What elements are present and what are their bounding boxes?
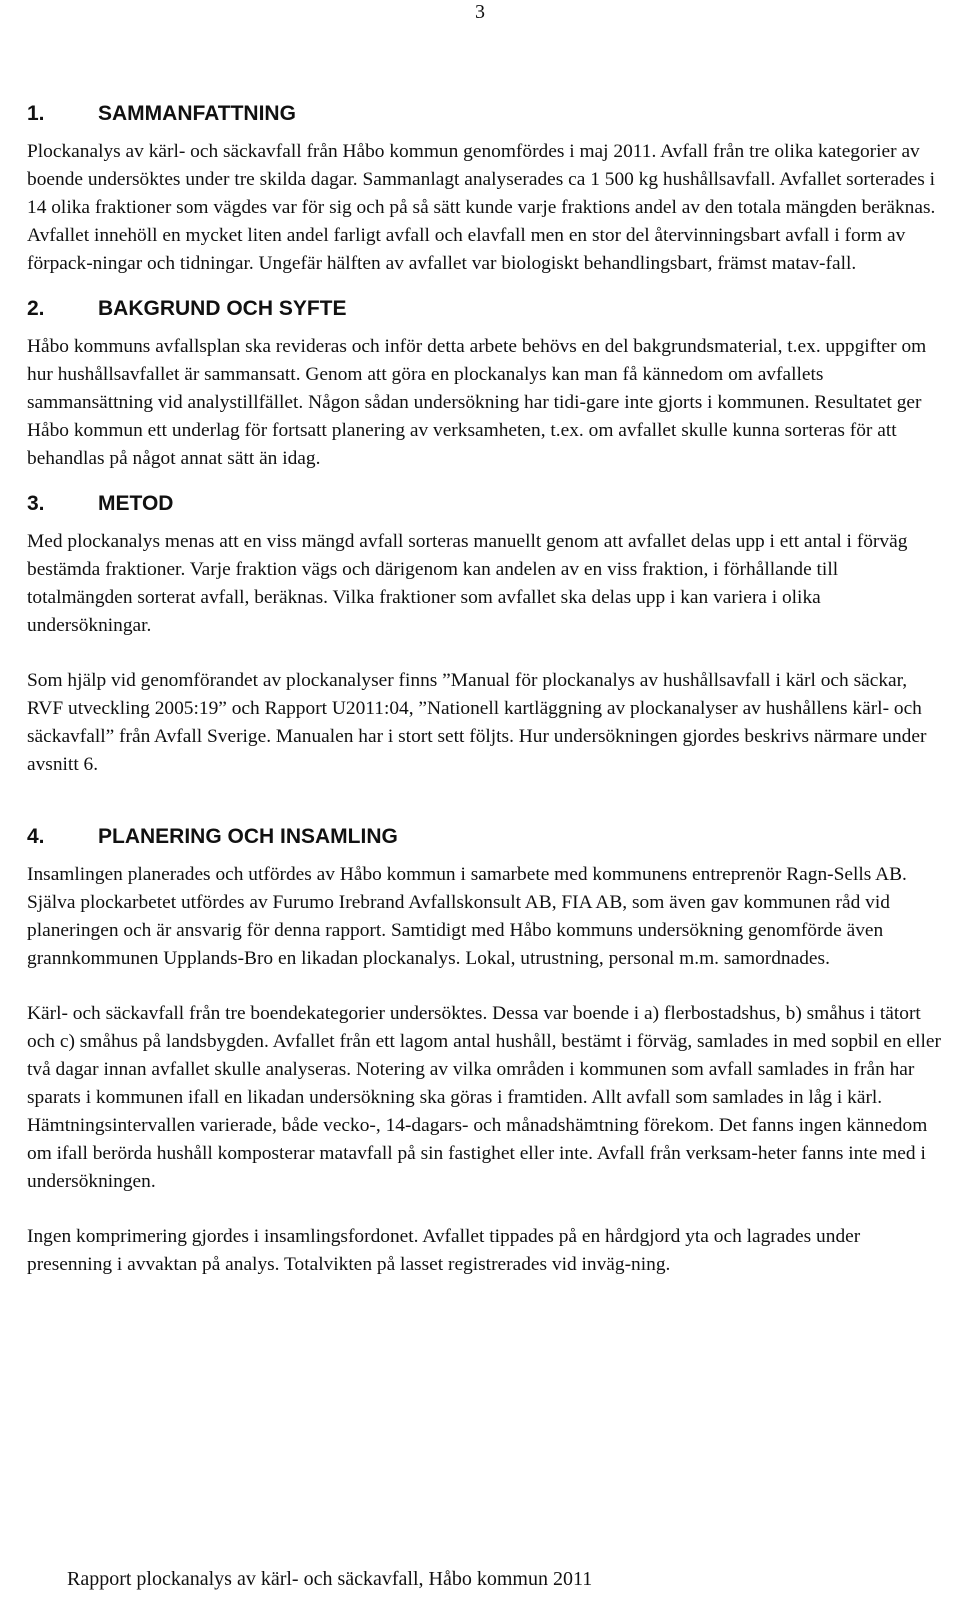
section-heading <box>27 295 947 323</box>
section-heading <box>27 823 947 851</box>
section-number: 3. <box>27 492 45 515</box>
section-title: METOD <box>98 492 174 515</box>
paragraph: Med plockanalys menas att en viss mängd avfall sorteras manuellt genom att avfallet delas upp i ett antal i förväg bestämda fraktioner. Varje fraktion vägs och därigenom kan andelen av en viss fraktion, i förhållande till totalmängden sorterat avfall, beräknas. Vilka fraktioner som avfallet ska delas upp i kan variera i olika undersökningar. <box>27 531 908 636</box>
paragraph: Plockanalys av kärl- och säckavfall från Håbo kommun genomfördes i maj 2011. Avfall från tre olika kategorier av boende undersöktes under tre skilda dagar. Sammanlagt analyserades ca 1 500 kg hushållsavfall. Avfallet sorterades i 14 olika fraktioner som vägdes var för sig och på så sätt kunde varje fraktions andel av den totala mängden beräknas. Avfallet innehöll en mycket liten andel farligt avfall och elavfall men en stor del återvinningsbart avfall i form av förpack-ningar och tidningar. Ungefär hälften av avfallet var biologiskt behandlingsbart, främst matav-fall. <box>27 141 936 274</box>
section-number: 4. <box>27 825 45 848</box>
paragraph: Kärl- och säckavfall från tre boendekategorier undersöktes. Dessa var boende i a) flerbostadshus, b) småhus i tätort och c) småhus på landsbygden. Avfallet från ett lagom antal hushåll, bestämt i förväg, samlades in med sopbil en eller två dagar innan avfallet skulle analyseras. Notering av vilka områden i kommunen som avfall samlades in från har sparats i kommunen ifall en likadan undersökning ska göras i framtiden. Allt avfall som samlades in låg i kärl. Hämtningsintervallen varierade, både vecko-, 14-dagars- och månadshämtning förekom. Det fanns ingen kännedom om ifall berörda hushåll komposterar matavfall på sin fastighet eller inte. Avfall från verksam-heter fanns inte med i undersökningen. <box>27 1003 941 1192</box>
page-number: 3 <box>475 1 485 23</box>
section-bakgrund <box>27 295 947 473</box>
page-footer: Rapport plockanalys av kärl- och säckavfall, Håbo kommun 2011 <box>67 1568 593 1590</box>
section-heading <box>27 100 947 128</box>
section-title: PLANERING OCH INSAMLING <box>98 825 398 848</box>
paragraph: Som hjälp vid genomförandet av plockanalyser finns ”Manual för plockanalys av hushållsavfall i kärl och säckar, RVF utveckling 2005:19” och Rapport U2011:04, ”Nationell kartläggning av plockanalyser av hushållens kärl- och säckavfall” från Avfall Sverige. Manualen har i stort sett följts. Hur undersökningen gjordes beskrivs närmare under avsnitt 6. <box>27 670 927 775</box>
paragraph: Håbo kommuns avfallsplan ska revideras och inför detta arbete behövs en del bakgrundsmaterial, t.ex. uppgifter om hur hushållsavfallet är sammansatt. Genom att göra en plockanalys kan man få kännedom om avfallets sammansättning vid analystillfället. Någon sådan undersökning har tidi-gare inte gjorts i kommunen. Resultatet ger Håbo kommun ett underlag för fortsatt planering av verksamheten, t.ex. om avfallet skulle kunna sorteras för att behandlas på något annat sätt än idag. <box>27 336 927 469</box>
section-metod <box>27 490 947 779</box>
paragraph: Insamlingen planerades och utfördes av Håbo kommun i samarbete med kommunens entreprenör Ragn-Sells AB. Själva plockarbetet utfördes av Furumo Irebrand Avfallskonsult AB, FIA AB, som även gav kommunen råd vid planeringen och är ansvarig för denna rapport. Samtidigt med Håbo kommuns undersökning genomförde även grannkommunen Upplands-Bro en likadan plockanalys. Lokal, utrustning, personal m.m. samordnades. <box>27 864 907 969</box>
document-body <box>27 100 947 1296</box>
section-title: BAKGRUND OCH SYFTE <box>98 297 347 320</box>
section-number: 1. <box>27 102 45 125</box>
section-sammanfattning <box>27 100 947 278</box>
paragraph: Ingen komprimering gjordes i insamlingsfordonet. Avfallet tippades på en hårdgjord yta och lagrades under presenning i avvaktan på analys. Totalvikten på lasset registrerades vid inväg-ning. <box>27 1226 861 1275</box>
section-title: SAMMANFATTNING <box>98 102 296 125</box>
section-planering <box>27 823 947 1279</box>
section-heading <box>27 490 947 518</box>
section-number: 2. <box>27 297 45 320</box>
